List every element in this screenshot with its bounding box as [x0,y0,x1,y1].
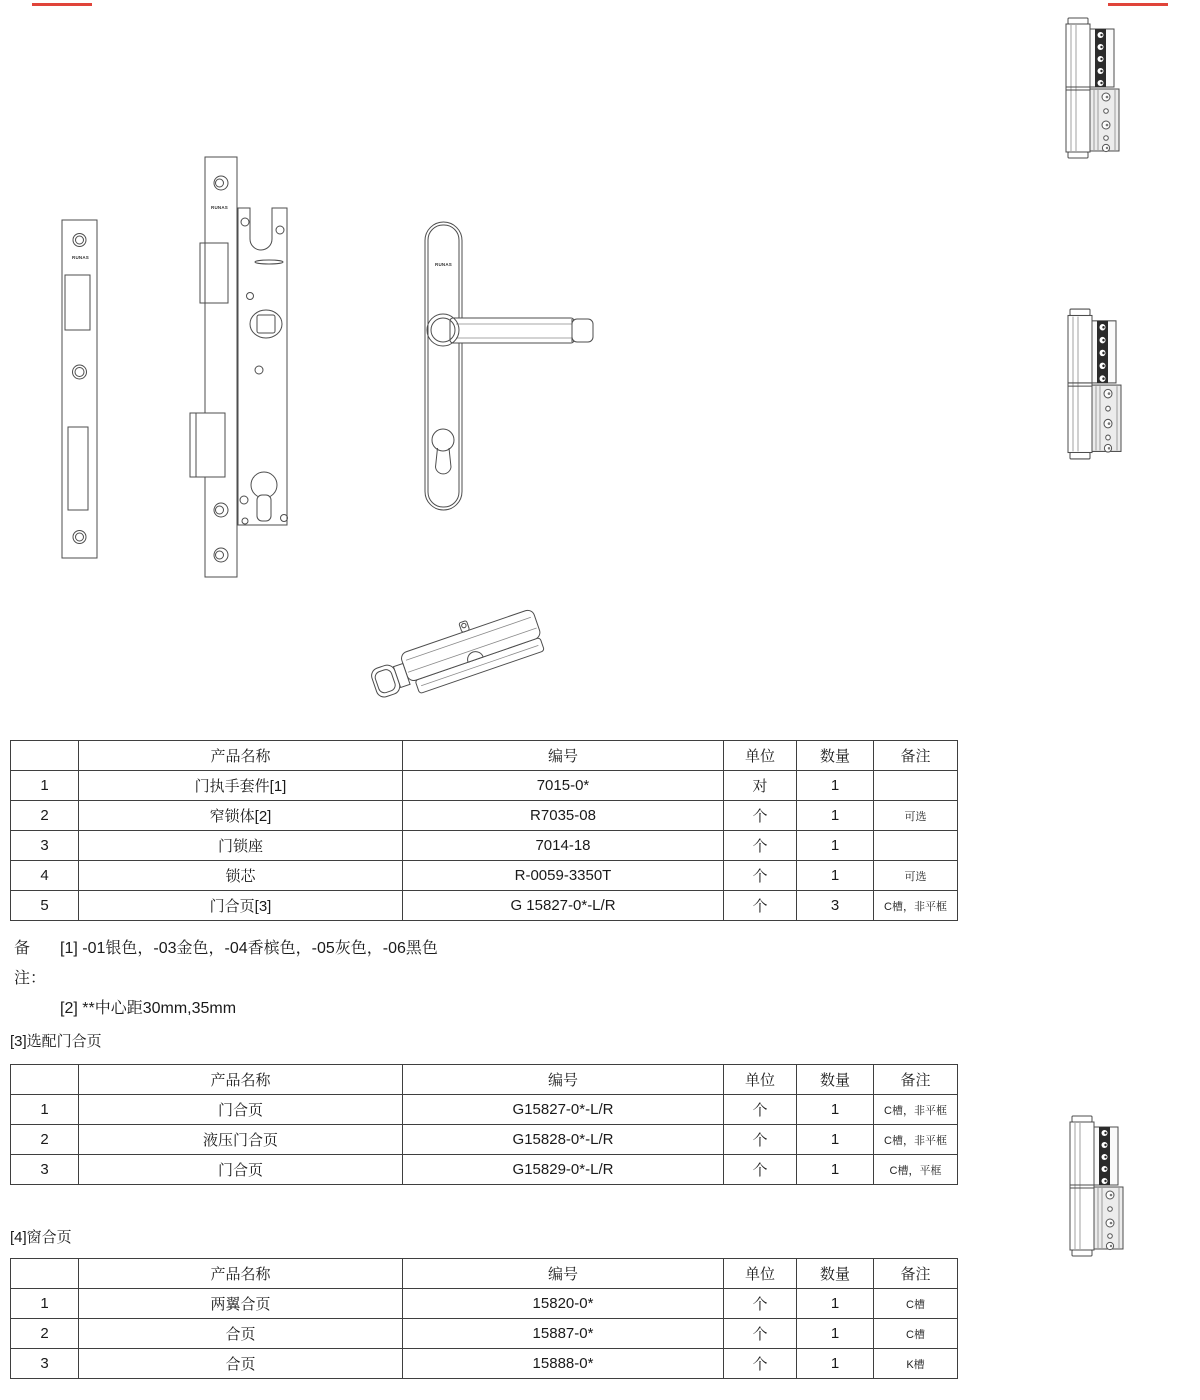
notes-block [14,934,438,1024]
table-cell: 门合页 [79,1155,403,1185]
table-cell: 门锁座 [79,831,403,861]
table-cell: 15887-0* [403,1319,724,1349]
table-cell: 3 [797,891,874,921]
col-index [11,741,79,771]
table-row [11,1155,958,1185]
table-cell: 1 [11,1095,79,1125]
mortise-lock-body-drawing [188,155,290,580]
table-cell: C槽 [874,1319,958,1349]
table-row [11,771,958,801]
col-index [11,1065,79,1095]
table-cell: K槽 [874,1349,958,1379]
table-header-row [11,1065,958,1095]
table-cell: 1 [797,801,874,831]
table-cell: 1 [797,1155,874,1185]
col-qty: 数量 [797,741,874,771]
table-cell: 2 [11,801,79,831]
table-cell: 5 [11,891,79,921]
table-row [11,801,958,831]
door-hinge-middle-drawing [1066,308,1142,460]
parts-table-window-hinges [10,1258,958,1379]
table-cell: 15820-0* [403,1289,724,1319]
col-code: 编号 [403,741,724,771]
note-line-2: [2] **中心距30mm,35mm [60,1000,237,1017]
table-row [11,1349,958,1379]
table-row [11,861,958,891]
table-cell: 3 [11,831,79,861]
col-remark: 备注 [874,1259,958,1289]
door-hinge-bottom-drawing [1068,1114,1144,1258]
col-index [11,1259,79,1289]
table-cell: 个 [724,831,797,861]
table-cell: G15828-0*-L/R [403,1125,724,1155]
table-row [11,1289,958,1319]
note-line-1: [1] -01银色，-03金色，-04香槟色，-05灰色，-06黑色 [60,940,438,957]
table-cell: 个 [724,1319,797,1349]
table-cell: 个 [724,1155,797,1185]
strike-plate-drawing [60,218,98,560]
euro-cylinder-drawing [360,588,545,718]
table-row [11,891,958,921]
table-row [11,1319,958,1349]
col-code: 编号 [403,1259,724,1289]
col-remark: 备注 [874,1065,958,1095]
section-3-label: [3]选配门合页 [10,1033,102,1050]
table-cell: 合页 [79,1349,403,1379]
table-cell: 1 [11,1289,79,1319]
table-cell: 门合页[3] [79,891,403,921]
col-product-name: 产品名称 [79,1259,403,1289]
table-cell: 1 [797,1095,874,1125]
brand-mark: RUNAS [211,205,229,210]
table-cell: 7014-18 [403,831,724,861]
col-product-name: 产品名称 [79,1065,403,1095]
col-code: 编号 [403,1065,724,1095]
table-cell: 可选 [874,861,958,891]
lever-handle-plate-drawing [422,219,597,514]
table-row [11,1125,958,1155]
table-cell: R-0059-3350T [403,861,724,891]
table-cell: 个 [724,1095,797,1125]
notes-label: 备注： [14,940,47,987]
brand-mark: RUNAS [72,255,90,260]
col-qty: 数量 [797,1065,874,1095]
table-cell: C槽，非平框 [874,891,958,921]
table-cell: 1 [797,861,874,891]
table-cell: 1 [797,1289,874,1319]
table-cell: 1 [797,1349,874,1379]
table-cell: 1 [797,1125,874,1155]
table-cell: 1 [797,1319,874,1349]
table-header-row [11,741,958,771]
table-cell: 个 [724,1125,797,1155]
table-cell: 个 [724,801,797,831]
table-cell: 3 [11,1155,79,1185]
table-cell: 7015-0* [403,771,724,801]
table-cell: G15827-0*-L/R [403,1095,724,1125]
table-cell [874,771,958,801]
page-corner-mark-right [1108,3,1168,6]
col-unit: 单位 [724,1065,797,1095]
table-cell: 1 [797,831,874,861]
table-cell: 个 [724,1289,797,1319]
table-header-row [11,1259,958,1289]
table-cell: 门执手套件[1] [79,771,403,801]
table-row [11,1095,958,1125]
table-cell: C槽，非平框 [874,1125,958,1155]
col-unit: 单位 [724,741,797,771]
table-cell: 锁芯 [79,861,403,891]
table-cell: 门合页 [79,1095,403,1125]
table-cell: 对 [724,771,797,801]
table-cell: 窄锁体[2] [79,801,403,831]
table-cell: 15888-0* [403,1349,724,1379]
table-cell [874,831,958,861]
table-cell: 4 [11,861,79,891]
table-cell: R7035-08 [403,801,724,831]
col-product-name: 产品名称 [79,741,403,771]
table-cell: C槽，平框 [874,1155,958,1185]
table-cell: 液压门合页 [79,1125,403,1155]
col-remark: 备注 [874,741,958,771]
table-cell: 合页 [79,1319,403,1349]
table-cell: 2 [11,1125,79,1155]
brand-mark: RUNAS [435,262,453,267]
col-unit: 单位 [724,1259,797,1289]
table-cell: 个 [724,891,797,921]
table-cell: C槽，非平框 [874,1095,958,1125]
page-corner-mark-left [32,3,92,6]
table-cell: 个 [724,861,797,891]
table-cell: 两翼合页 [79,1289,403,1319]
table-cell: 个 [724,1349,797,1379]
table-row [11,831,958,861]
col-qty: 数量 [797,1259,874,1289]
table-cell: 1 [797,771,874,801]
table-cell: C槽 [874,1289,958,1319]
door-hinge-top-drawing [1064,16,1140,160]
section-4-label: [4]窗合页 [10,1229,72,1246]
table-cell: 可选 [874,801,958,831]
parts-table-door-hinges [10,1064,958,1185]
table-cell: G 15827-0*-L/R [403,891,724,921]
table-cell: 3 [11,1349,79,1379]
table-cell: 2 [11,1319,79,1349]
table-cell: 1 [11,771,79,801]
parts-table-main [10,740,958,921]
table-cell: G15829-0*-L/R [403,1155,724,1185]
